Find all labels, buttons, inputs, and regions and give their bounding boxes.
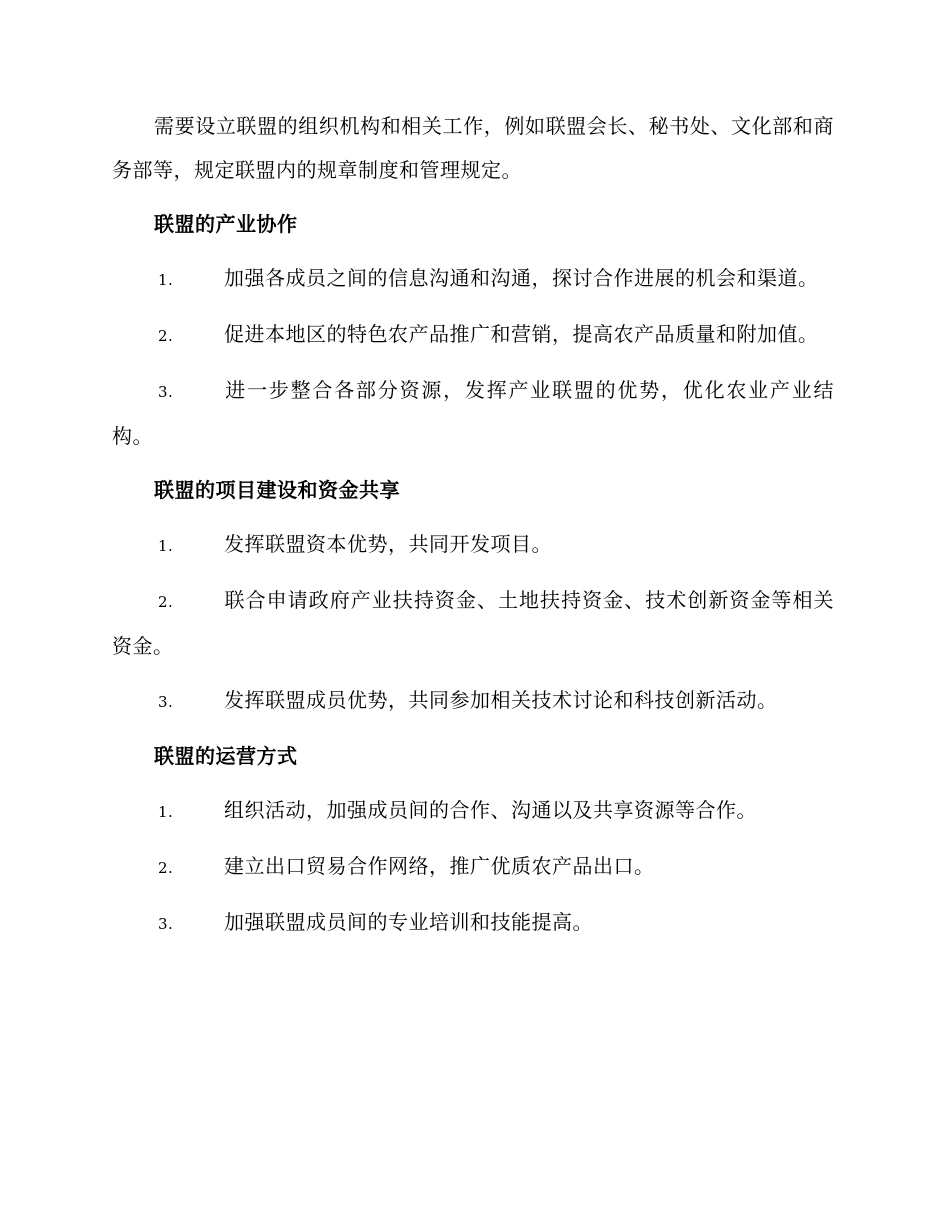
list-item-text: 发挥联盟资本优势，共同开发项目。 <box>224 532 552 556</box>
list-item-number: 2. <box>158 327 174 345</box>
section-heading-operation-mode: 联盟的运营方式 <box>154 744 298 768</box>
list-item <box>112 368 834 458</box>
list-item <box>112 522 834 568</box>
list-item <box>112 788 834 834</box>
list-item <box>112 844 834 890</box>
list-item-text: 组织活动，加强成员间的合作、沟通以及共享资源等合作。 <box>224 798 757 822</box>
list-item-text: 建立出口贸易合作网络，推广优质农产品出口。 <box>224 854 655 878</box>
list-item-text: 加强各成员之间的信息沟通和沟通，探讨合作进展的机会和渠道。 <box>224 266 819 290</box>
list-item <box>112 256 834 302</box>
list-item <box>112 578 834 668</box>
list-item-number: 3. <box>158 383 174 401</box>
list-item-text: 加强联盟成员间的专业培训和技能提高。 <box>224 910 593 934</box>
list-item <box>112 900 834 946</box>
list-item-number: 3. <box>158 915 174 933</box>
list-item-text: 进一步整合各部分资源，发挥产业联盟的优势，优化农业产业结构。 <box>112 378 834 448</box>
list-item-number: 2. <box>158 859 174 877</box>
list-item-number: 3. <box>158 693 174 711</box>
list-item <box>112 312 834 358</box>
list-item-number: 2. <box>158 593 174 611</box>
list-item-number: 1. <box>158 803 174 821</box>
list-item-text: 发挥联盟成员优势，共同参加相关技术讨论和科技创新活动。 <box>224 688 778 712</box>
section-heading-industry-cooperation: 联盟的产业协作 <box>154 212 298 236</box>
list-item-text: 促进本地区的特色农产品推广和营销，提高农产品质量和附加值。 <box>224 322 819 346</box>
list-item <box>112 678 834 724</box>
section-heading-project-funding: 联盟的项目建设和资金共享 <box>154 478 400 502</box>
list-item-number: 1. <box>158 537 174 555</box>
intro-paragraph: 需要设立联盟的组织机构和相关工作，例如联盟会长、秘书处、文化部和商务部等，规定联盟内的规章制度和管理规定。 <box>112 114 834 182</box>
document-body <box>112 104 834 956</box>
list-item-text: 联合申请政府产业扶持资金、土地扶持资金、技术创新资金等相关资金。 <box>112 588 834 658</box>
list-item-number: 1. <box>158 271 174 289</box>
